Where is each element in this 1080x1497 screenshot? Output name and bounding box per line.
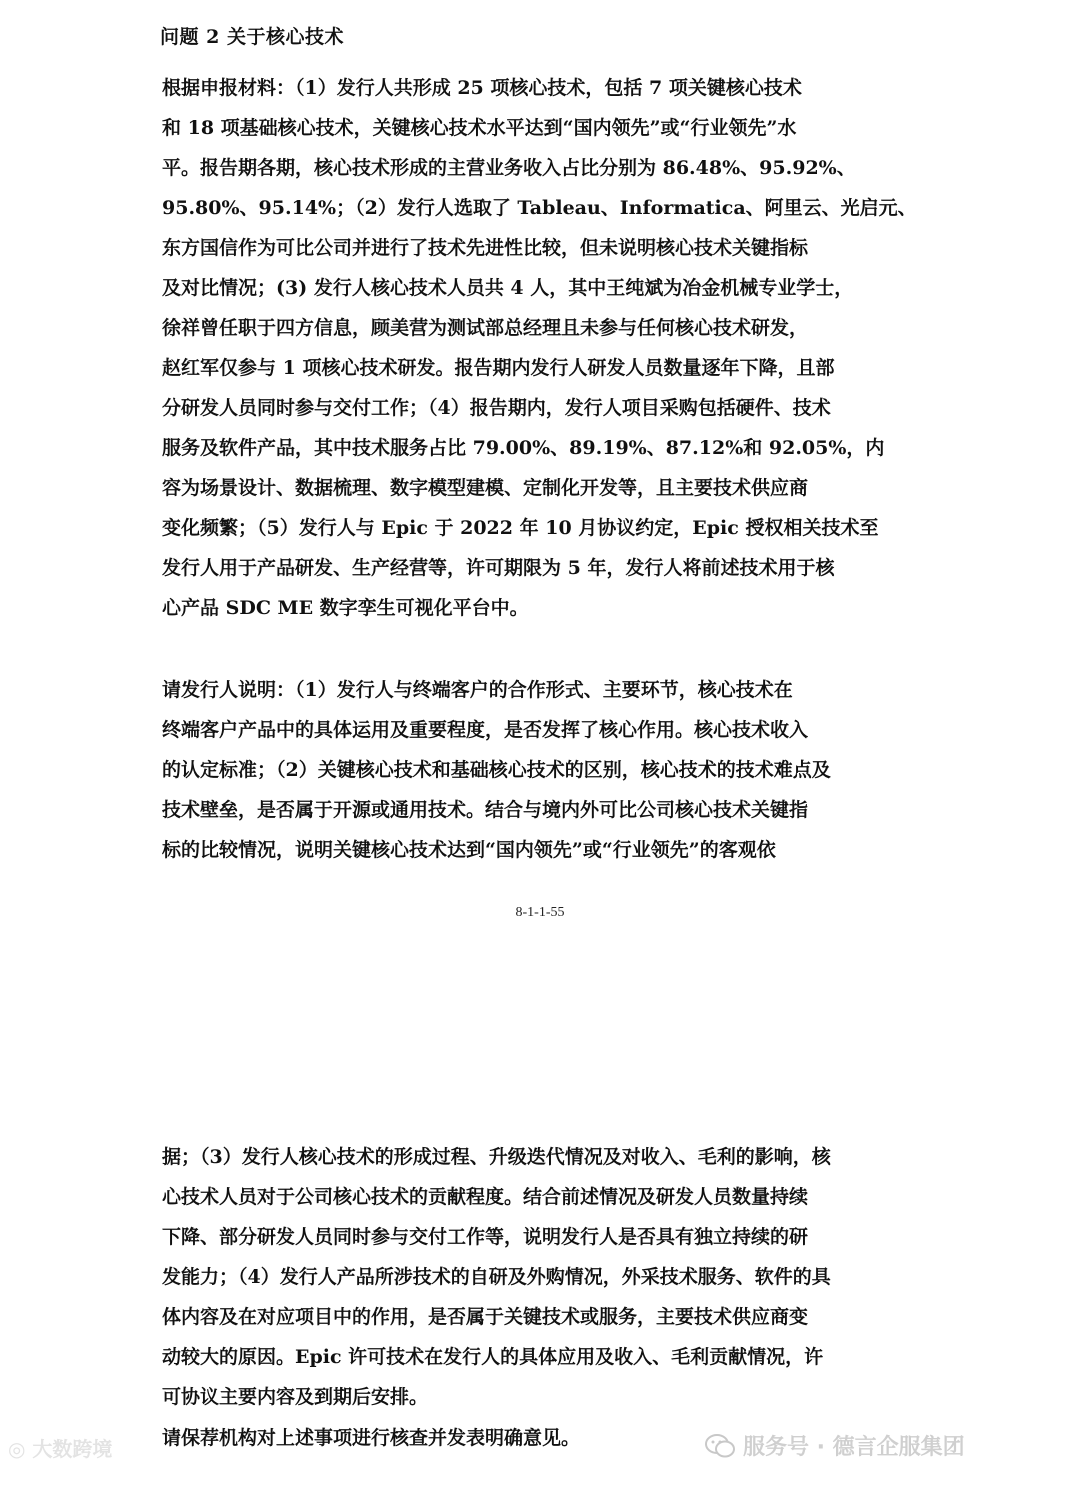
text-line: 平。报告期各期，核心技术形成的主营业务收入占比分别为 86.48%、95.92%、 (162, 157, 856, 179)
text-line: 服务及软件产品，其中技术服务占比 79.00%、89.19%、87.12%和 92.05%，内 (162, 437, 885, 459)
text-line: 和 18 项基础核心技术，关键核心技术水平达到“国内领先”或“行业领先”水 (162, 117, 797, 139)
text-line: 请保荐机构对上述事项进行核查并发表明确意见。 (162, 1427, 581, 1449)
paragraph-continued (162, 1137, 922, 1417)
wechat-icon (705, 1433, 735, 1459)
watermark-logo-icon: ◎ (8, 1437, 33, 1461)
paragraph-request (162, 670, 922, 870)
text-line: 下降、部分研发人员同时参与交付工作等，说明发行人是否具有独立持续的研 (162, 1226, 809, 1248)
text-line: 技术壁垒，是否属于开源或通用技术。结合与境内外可比公司核心技术关键指 (162, 799, 809, 821)
text-line: 徐祥曾任职于四方信息，顾美营为测试部总经理且未参与任何核心技术研发， (162, 317, 809, 339)
text-line: 分研发人员同时参与交付工作；（4）报告期内，发行人项目采购包括硬件、技术 (162, 397, 831, 419)
watermark-left-text: 大数跨境 (32, 1437, 113, 1461)
text-line: 据；（3）发行人核心技术的形成过程、升级迭代情况及对收入、毛利的影响，核 (162, 1146, 831, 1168)
text-line: 赵红军仅参与 1 项核心技术研发。报告期内发行人研发人员数量逐年下降，且部 (162, 357, 835, 379)
text-line: 根据申报材料：（1）发行人共形成 25 项核心技术，包括 7 项关键核心技术 (162, 77, 802, 99)
question-heading: 问题 2 关于核心技术 (160, 26, 344, 48)
text-line: 发能力；（4）发行人产品所涉技术的自研及外购情况，外采技术服务、软件的具 (162, 1266, 831, 1288)
text-line: 可协议主要内容及到期后安排。 (162, 1386, 429, 1408)
text-line: 体内容及在对应项目中的作用，是否属于关键技术或服务，主要技术供应商变 (162, 1306, 809, 1328)
watermark-right (705, 1430, 965, 1461)
text-line: 标的比较情况，说明关键核心技术达到“国内领先”或“行业领先”的客观依 (162, 839, 776, 861)
text-line: 发行人用于产品研发、生产经营等，许可期限为 5 年，发行人将前述技术用于核 (162, 557, 835, 579)
text-line: 心产品 SDC ME 数字孪生可视化平台中。 (162, 597, 529, 619)
paragraph-background (162, 68, 922, 628)
text-line: 东方国信作为可比公司并进行了技术先进性比较，但未说明核心技术关键指标 (162, 237, 809, 259)
text-line: 及对比情况；(3) 发行人核心技术人员共 4 人，其中王纯斌为冶金机械专业学士， (162, 277, 854, 299)
watermark-right-text: 服务号 · 德言企服集团 (743, 1435, 965, 1460)
text-line: 容为场景设计、数据梳理、数字模型建模、定制化开发等，且主要技术供应商 (162, 477, 809, 499)
text-line: 95.80%、95.14%；（2）发行人选取了 Tableau、Informatica、阿里云、光启元、 (162, 197, 917, 219)
text-line: 心技术人员对于公司核心技术的贡献程度。结合前述情况及研发人员数量持续 (162, 1186, 809, 1208)
page-number: 8-1-1-55 (515, 905, 565, 920)
text-line: 终端客户产品中的具体运用及重要程度，是否发挥了核心作用。核心技术收入 (162, 719, 809, 741)
text-line: 的认定标准；（2）关键核心技术和基础核心技术的区别，核心技术的技术难点及 (162, 759, 831, 781)
text-line: 请发行人说明：（1）发行人与终端客户的合作形式、主要环节，核心技术在 (162, 679, 793, 701)
watermark-left (8, 1433, 112, 1462)
text-line: 动较大的原因。Epic 许可技术在发行人的具体应用及收入、毛利贡献情况，许 (162, 1346, 824, 1368)
text-line: 变化频繁；（5）发行人与 Epic 于 2022 年 10 月协议约定，Epic 授权相关技术至 (162, 517, 879, 539)
